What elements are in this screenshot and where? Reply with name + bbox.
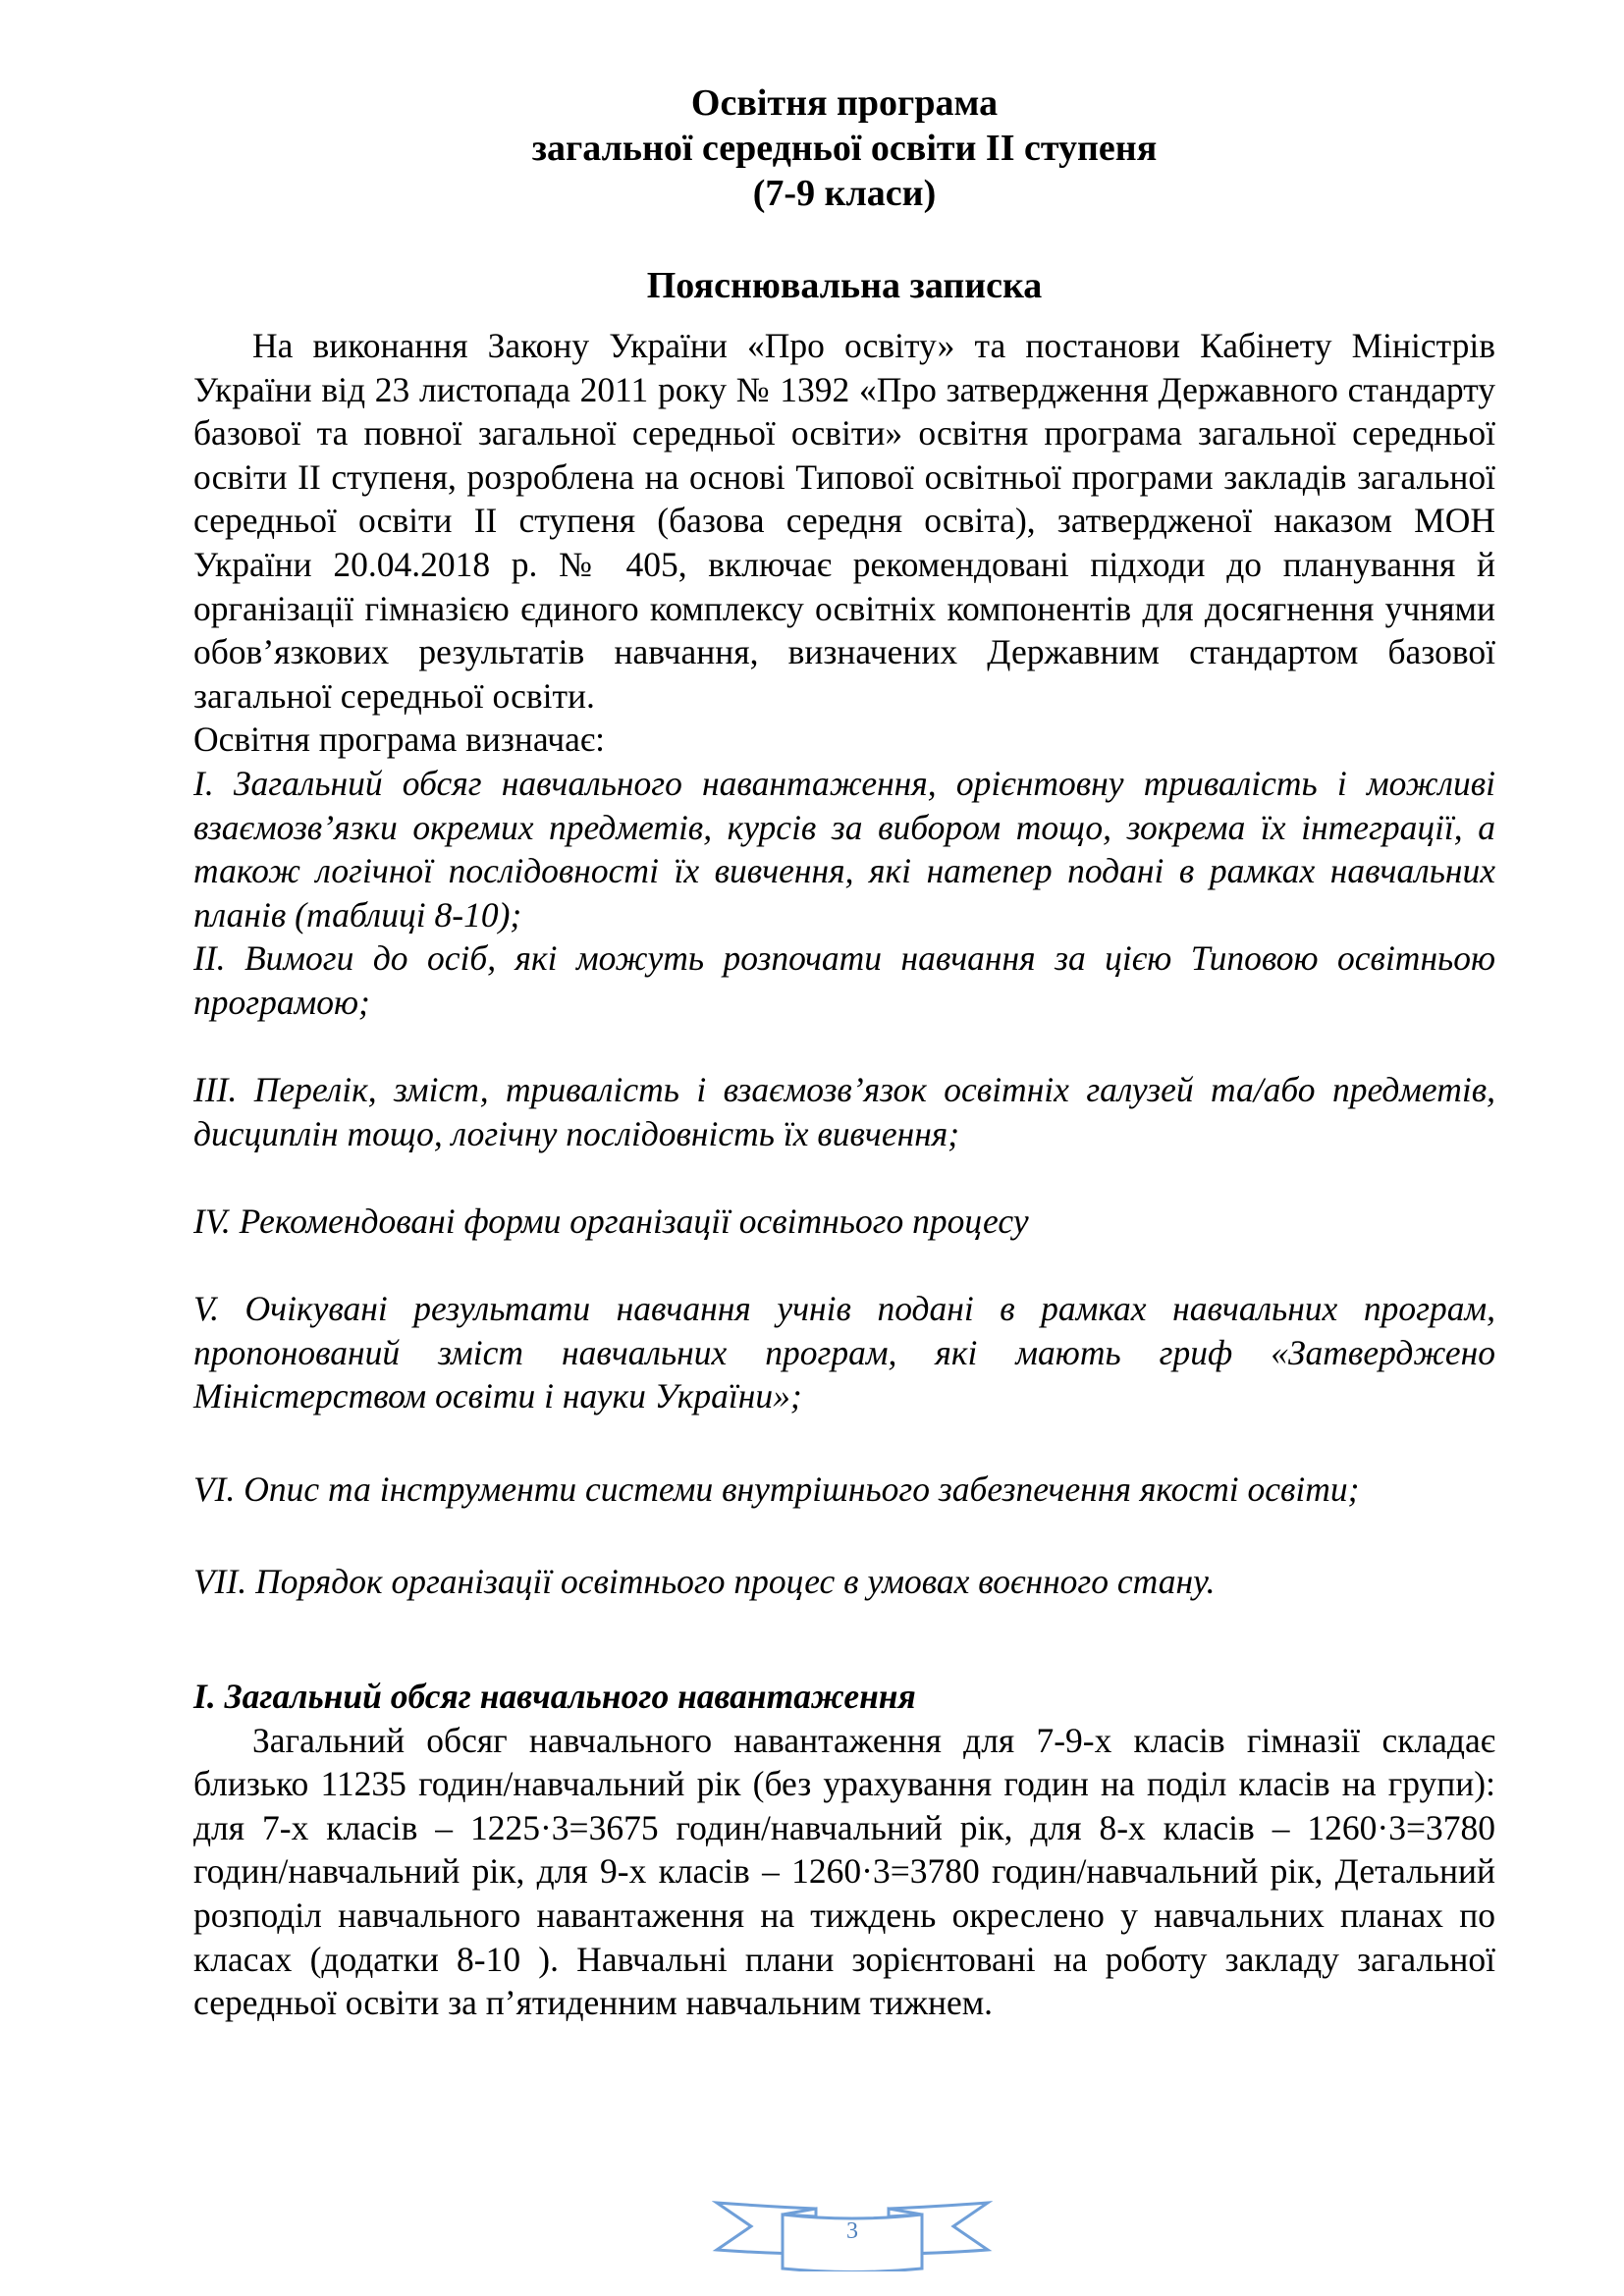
intro-paragraph: На виконання Закону України «Про освіту» та постанови Кабінету Міністрів України від 23 листопада 2011 року № 1392 «Про затвердження Державного стандарту базової та повної загальної середньої освіти» освітня програма загальної середньої освіти ІІ ступеня, розроблена на основі Типової освітньої програми закладів загальної середньої освіти ІІ ступеня (базова середня освіта), затвердженої наказом МОН України 20.04.2018 р. № 405, включає рекомендовані підходи до планування й організації гімназією єдиного комплексу освітніх компонентів для досягнення учнями обов’язкових результатів навчання, визначених Державним стандартом базової загальної середньої освіти. xyxy=(193,326,1495,716)
section-1-paragraph: Загальний обсяг навчального навантаження для 7-9-х класів гімназії складає близько 11235 годин/навчальний рік (без урахування годин на поділ класів на групи): для 7-х класів – 1225·3=3675 годин/навчальний рік, для 8-х класів – 1260·3=3780 годин/навчальний рік, для 9-х класів – 1260·3=3780 годин/навчальний рік, Детальний розподіл навчального навантаження на тиждень окреслено у навчальних планах по класах (додатки 8-10 ). Навчальні плани зорієнтовані на роботу закладу загальної середньої освіти за п’ятиденним навчальним тижнем. xyxy=(193,1720,1495,2023)
list-item-5: V. Очікувані результати навчання учнів подані в рамках навчальних програм, пропонований зміст навчальних програм, які мають гриф «Затверджено Міністерством освіти і науки України»; xyxy=(193,1289,1495,1416)
list-item-2: ІІ. Вимоги до осіб, які можуть розпочати навчання за цією Типовою освітньою програмою; xyxy=(193,938,1495,1022)
page-number: 3 xyxy=(846,2218,858,2244)
list-item-7: VII. Порядок організації освітнього процес в умовах воєнного стану. xyxy=(193,1562,1216,1602)
list-item-1: І. Загальний обсяг навчального навантаження, орієнтовну тривалість і можливі взаємозв’язки окремих предметів, курсів за вибором тощо, зокрема їх інтеграції, а також логічної послідовності їх вивчення, які натепер подані в рамках навчальних планів (таблиці 8-10); xyxy=(193,763,1495,934)
list-item-4: ІV. Рекомендовані форми організації освітнього процесу xyxy=(193,1201,1029,1241)
document-title-line-3: (7-9 класи) xyxy=(752,173,937,214)
document-page xyxy=(193,80,1495,2025)
intro-lead: Освітня програма визначає: xyxy=(193,720,605,760)
list-item-6: VI. Опис та інструменти системи внутрішнього забезпечення якості освіти; xyxy=(193,1468,1360,1509)
explanatory-note-heading: Пояснювальна записка xyxy=(646,265,1043,306)
page-number-ribbon xyxy=(712,2193,993,2271)
document-title-line-2: загальної середньої освіти ІІ ступеня xyxy=(531,128,1158,169)
list-item-3: ІІІ. Перелік, зміст, тривалість і взаємозв’язок освітніх галузей та/або предметів, дисциплін тощо, логічну послідовність їх вивчення; xyxy=(193,1070,1495,1153)
document-title-line-1: Освітня програма xyxy=(690,82,999,124)
section-1-heading: І. Загальний обсяг навчального навантаження xyxy=(193,1677,916,1717)
